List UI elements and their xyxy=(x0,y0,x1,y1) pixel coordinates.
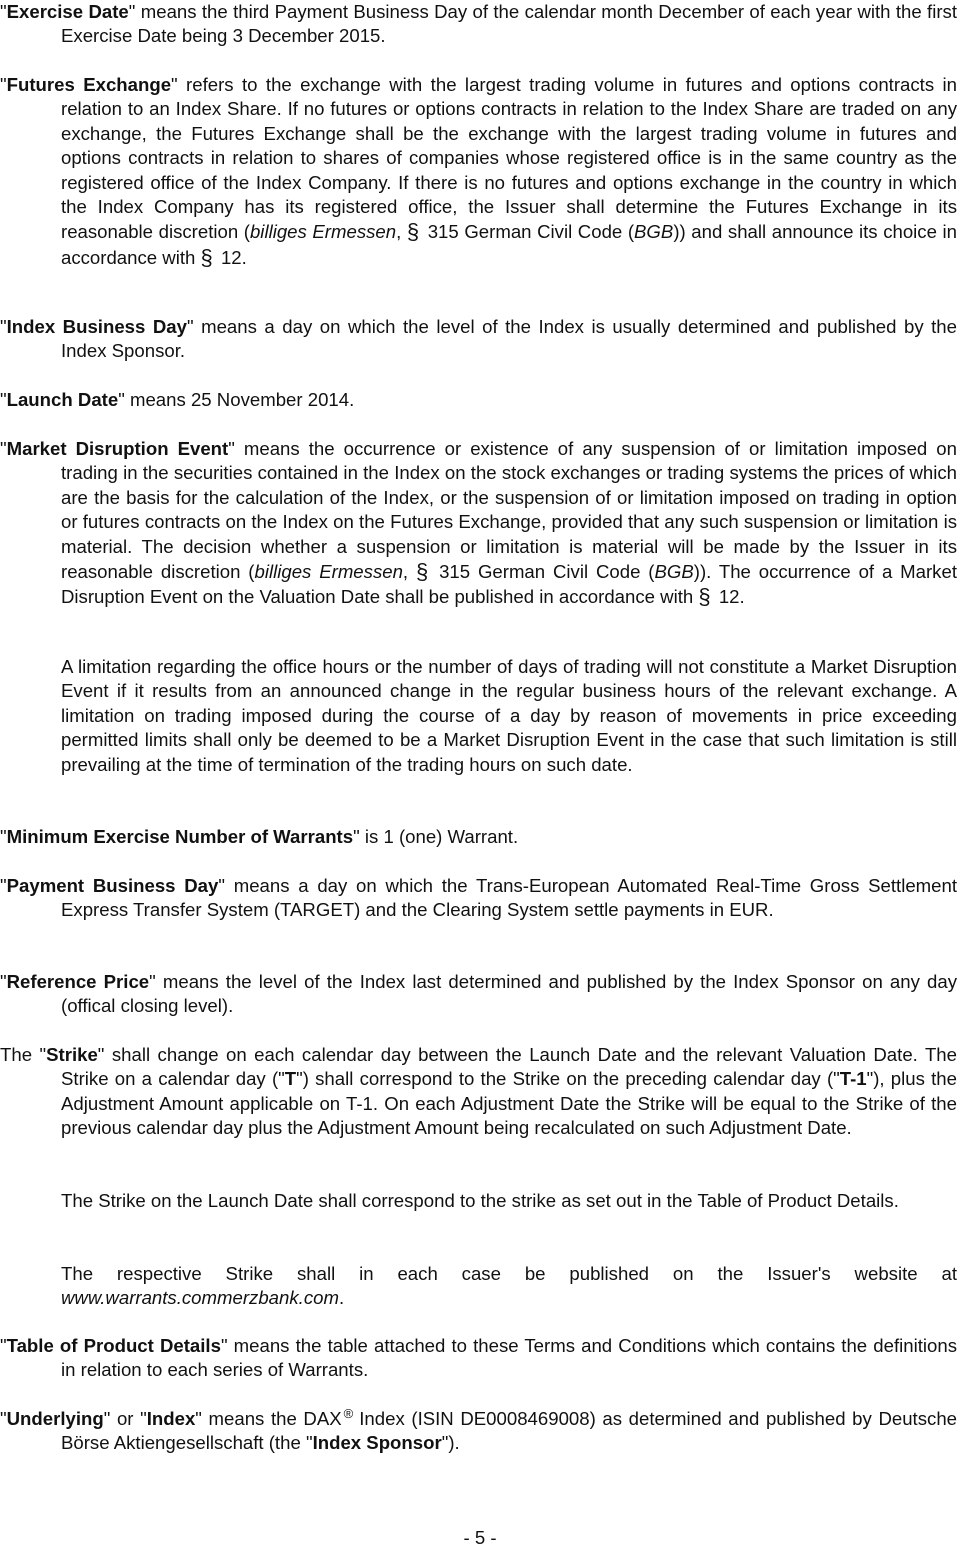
section-sign: § xyxy=(406,219,420,245)
definition-market-disruption-event: "Market Disruption Event" means the occurrence or existence of any suspension of or limitation imposed on trading in the securities contained in the Index on the stock exchanges or trading systems the prices of which are the basis for the calculation of the Index, or the suspension of or limitation imposed on trading in option or futures contracts on the Index on the Futures Exchange, provided that any such suspension or limitation is material. The decision whether a suspension or limitation is material will be made by the Issuer in its reasonable discretion (billiges Ermessen, § 315 German Civil Code (BGB)). The occurrence of a Market Disruption Event on the Valuation Date shall be published in accordance with § 12. xyxy=(0,438,957,610)
section-sign: § xyxy=(200,244,213,270)
term-index-sponsor: Index Sponsor xyxy=(312,1432,442,1454)
term-launch-date: Launch Date xyxy=(6,389,119,410)
term-index-business-day: Index Business Day xyxy=(6,316,187,337)
definition-strike: The "Strike" shall change on each calendar day between the Launch Date and the relevant Valuation Date. The Strike on a calendar day ("T") shall correspond to the Strike on the preceding calendar day ("T-1"), plus the Adjustment Amount applicable on T-1. On each Adjustment Date the Strike will be equal to the Strike of the previous calendar day plus the Adjustment Amount being recalculated on such Adjustment Date. xyxy=(0,1044,957,1139)
term-exercise-date: Exercise Date xyxy=(6,1,129,22)
website-link[interactable]: www.warrants.commerzbank.com xyxy=(61,1287,339,1309)
strike-launch-date-paragraph: The Strike on the Launch Date shall correspond to the strike as set out in the Table of Product Details. xyxy=(61,1190,899,1211)
strike-publication-paragraph: The respective Strike shall in each case be published on the Issuer's website at www.warrants.commerzbank.com. xyxy=(61,1263,957,1309)
definition-reference-price: "Reference Price" means the level of the Index last determined and published by the Index Sponsor on any day (offical closing level). xyxy=(0,971,957,1017)
section-sign: § xyxy=(415,559,429,585)
term-futures-exchange: Futures Exchange xyxy=(6,74,172,95)
term-market-disruption-event: Market Disruption Event xyxy=(6,438,229,459)
definition-exercise-date: "Exercise Date" means the third Payment Business Day of the calendar month December of each year with the first Exercise Date being 3 December 2015. xyxy=(0,1,957,47)
definition-payment-business-day: "Payment Business Day" means a day on which the Trans-European Automated Real-Time Gross Settlement Express Transfer System (TARGET) and the Clearing System settle payments in EUR. xyxy=(0,875,958,921)
definition-launch-date: "Launch Date" means 25 November 2014. xyxy=(0,389,355,410)
term-t-1: T-1 xyxy=(839,1068,867,1090)
definition-table-of-product-details: "Table of Product Details" means the table attached to these Terms and Conditions which contains the definitions in relation to each series of Warrants. xyxy=(0,1335,957,1381)
term-strike: Strike xyxy=(46,1044,98,1065)
term-payment-business-day: Payment Business Day xyxy=(6,875,219,896)
term-index: Index xyxy=(146,1408,196,1429)
term-reference-price: Reference Price xyxy=(6,971,150,992)
term-underlying: Underlying xyxy=(6,1408,104,1429)
definition-index-business-day: "Index Business Day" means a day on which the level of the Index is usually determined and published by the Index Sponsor. xyxy=(0,316,957,362)
term-minimum-exercise-number: Minimum Exercise Number of Warrants xyxy=(6,826,354,847)
market-disruption-limitation-paragraph: A limitation regarding the office hours or the number of days of trading will not constitute a Market Disruption Event if it results from an announced change in the regular business hours of the relevant exchange. A limitation on trading imposed during the course of a day by reason of movements in price exceeding permitted limits shall only be deemed to be a Market Disruption Event in the case that such limitation is still prevailing at the time of termination of the trading hours on such date. xyxy=(61,656,957,775)
term-table-of-product-details: Table of Product Details xyxy=(6,1335,221,1356)
page-number: - 5 - xyxy=(463,1527,497,1548)
definition-minimum-exercise-number: "Minimum Exercise Number of Warrants" is 1 (one) Warrant. xyxy=(0,826,519,847)
definition-underlying: "Underlying" or "Index" means the DAX ® Index (ISIN DE0008469008) as determined and published by Deutsche Börse Aktiengesellschaft (the "Index Sponsor"). xyxy=(0,1405,957,1454)
section-sign: § xyxy=(698,584,711,610)
registered-mark: ® xyxy=(343,1405,354,1421)
term-t: T xyxy=(284,1068,297,1090)
definition-futures-exchange: "Futures Exchange" refers to the exchange with the largest trading volume in futures and options contracts in relation to an Index Share. If no futures or options contracts in relation to the Index Share are traded on any exchange, the Futures Exchange shall be the exchange with the largest trading volume in futures and options contracts in relation to shares of companies whose registered office is in the same country as the registered office of the Index Company. If there is no futures and options exchange in the country in which the Index Company has its registered office, the Issuer shall determine the Futures Exchange in its reasonable discretion (billiges Ermessen, § 315 German Civil Code (BGB)) and shall announce its choice in accordance with § 12. xyxy=(0,74,958,270)
